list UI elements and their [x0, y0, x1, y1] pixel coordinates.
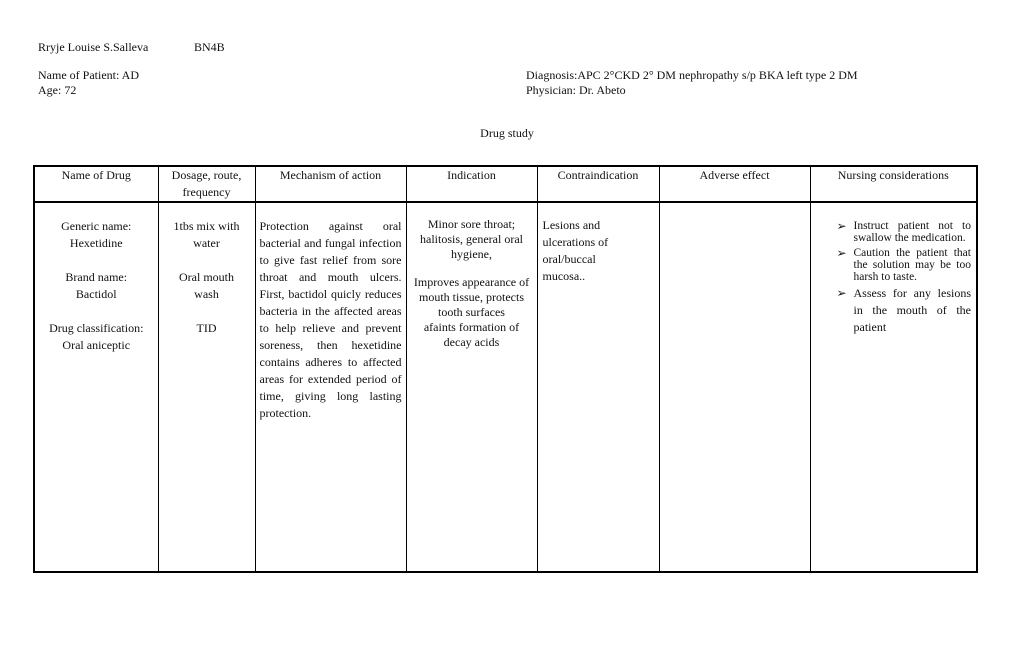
dose: 1tbs mix with water: [173, 219, 240, 250]
generic-label: Generic name:: [61, 219, 132, 233]
dosage-cell: [158, 202, 255, 572]
drug-name-cell: [34, 202, 158, 572]
mechanism-cell: [255, 202, 406, 572]
adverse-effect-cell: [659, 202, 810, 572]
patient-age: Age: 72: [38, 83, 77, 97]
frequency: TID: [196, 321, 217, 335]
generic-name: Hexetidine: [69, 236, 123, 250]
col-header-dosage: Dosage, route, frequency: [158, 166, 255, 202]
diagnosis: Diagnosis:APC 2°CKD 2° DM nephropathy s/p BKA left type 2 DM: [526, 68, 858, 82]
contraindication-text: Lesions and ulcerations of oral/buccal mucosa..: [542, 218, 609, 283]
drug-study-table: [33, 165, 978, 573]
nursing-cell: [810, 202, 977, 572]
nursing-item: ➢ Caution the patient that the solution may be too harsh to taste.: [836, 246, 971, 283]
classification-label: Drug classification:: [49, 321, 144, 335]
mechanism-text: Protection against oral bacterial and fungal infection to give fast relief from sore throat and mouth ulcers. First, bactidol quicly reduces bacteria in the affected areas to help relieve and prevent soreness, then hexetidine contains adheres to affected areas for extended period of time, giving long lasting protection.: [259, 219, 402, 420]
col-header-contraindication: Contraindication: [537, 166, 659, 202]
arrowhead-bullet-icon: ➢: [836, 286, 847, 300]
student-name: Rryje Louise S.Salleva: [38, 40, 149, 54]
col-header-nursing-considerations: Nursing considerations: [810, 166, 977, 202]
col-header-indication: Indication: [406, 166, 537, 202]
nursing-item: ➢ Instruct patient not to swallow the medication.: [836, 219, 971, 244]
table-row: [34, 202, 977, 572]
physician: Physician: Dr. Abeto: [526, 83, 626, 97]
indication-line-2: Improves appearance of mouth tissue, protects tooth surfaces: [413, 275, 530, 319]
nursing-item: ➢ Assess for any lesions in the mouth of the patient: [836, 286, 971, 334]
table-header-row: [34, 166, 977, 202]
brand-name: Bactidol: [75, 287, 117, 301]
patient-name: Name of Patient: AD: [38, 68, 139, 82]
indication-line-3: afaints formation of decay acids: [423, 320, 520, 349]
page-title: Drug study: [480, 126, 534, 140]
brand-label: Brand name:: [65, 270, 128, 284]
indication-cell: [406, 202, 537, 572]
col-header-mechanism: Mechanism of action: [255, 166, 406, 202]
route: Oral mouth wash: [179, 270, 234, 301]
section: BN4B: [194, 40, 225, 54]
col-header-name-of-drug: Name of Drug: [34, 166, 158, 202]
indication-line-1: Minor sore throat; halitosis, general oral hygiene,: [420, 217, 523, 261]
col-header-adverse-effect: Adverse effect: [659, 166, 810, 202]
contraindication-cell: [537, 202, 659, 572]
classification: Oral aniceptic: [62, 338, 131, 352]
arrowhead-bullet-icon: ➢: [836, 246, 847, 260]
arrowhead-bullet-icon: ➢: [836, 219, 847, 233]
